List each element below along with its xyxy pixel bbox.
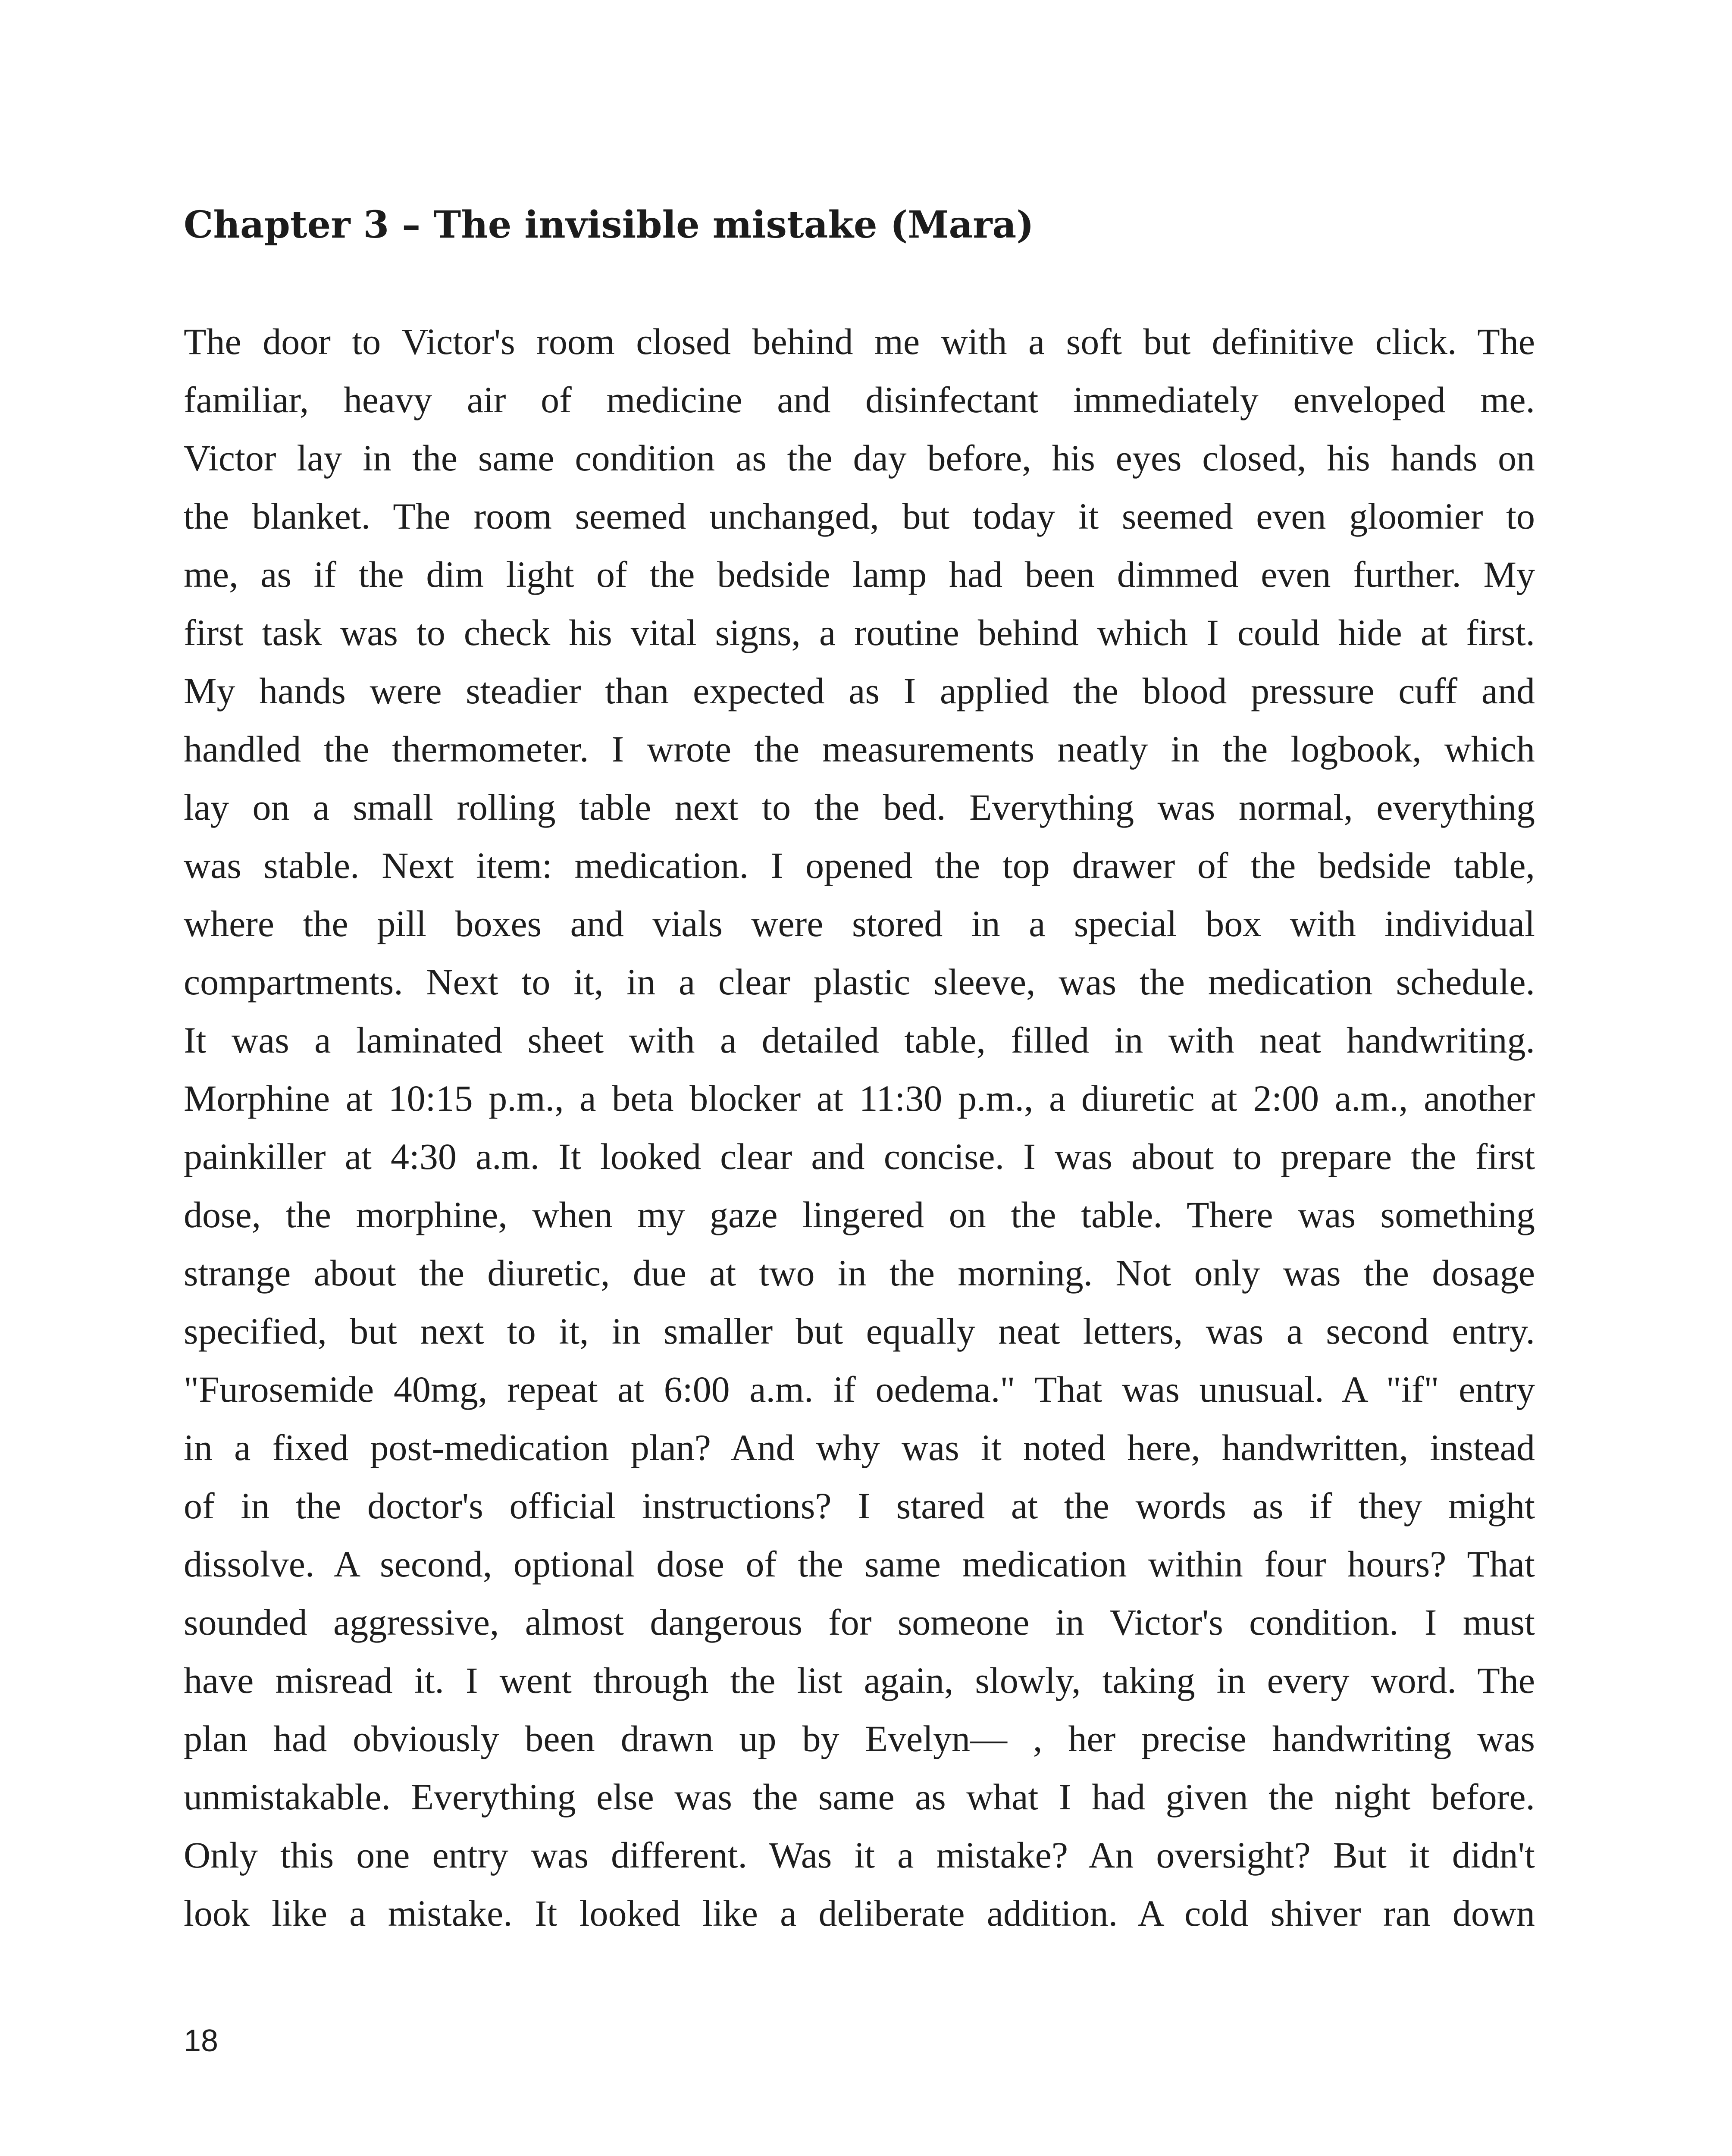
text-line: compartments. Next to it, in a clear plastic sleeve, was the medication schedule. [184,961,1535,1003]
text-line: the blanket. The room seemed unchanged, but today it seemed even gloomier to [184,495,1535,537]
text-line: where the pill boxes and vials were stored in a special box with individual [184,903,1535,944]
text-line: painkiller at 4:30 a.m. It looked clear and concise. I was about to prepare the first [184,1136,1535,1177]
text-line: plan had obviously been drawn up by Evelyn— , her precise handwriting was [184,1718,1535,1759]
text-line: strange about the diuretic, due at two in the morning. Not only was the dosage [184,1252,1535,1294]
text-line: dose, the morphine, when my gaze lingered on the table. There was something [184,1194,1535,1235]
text-line: lay on a small rolling table next to the bed. Everything was normal, everything [184,787,1535,828]
text-line: of in the doctor's official instructions? I stared at the words as if they might [184,1485,1535,1526]
page-number: 18 [184,2024,219,2058]
text-line: sounded aggressive, almost dangerous for someone in Victor's condition. I must [184,1601,1535,1643]
chapter-title: Chapter 3 – The invisible mistake (Mara) [184,203,1034,247]
text-line: "Furosemide 40mg, repeat at 6:00 a.m. if oedema." That was unusual. A "if" entry [184,1369,1535,1410]
text-line: me, as if the dim light of the bedside lamp had been dimmed even further. My [184,554,1535,595]
text-line: was stable. Next item: medication. I opened the top drawer of the bedside table, [184,845,1535,886]
text-line: dissolve. A second, optional dose of the same medication within four hours? That [184,1543,1535,1585]
text-line: first task was to check his vital signs, a routine behind which I could hide at first. [184,612,1535,653]
text-line: unmistakable. Everything else was the same as what I had given the night before. [184,1776,1535,1818]
text-line: handled the thermometer. I wrote the measurements neatly in the logbook, which [184,728,1535,770]
text-line: have misread it. I went through the list again, slowly, taking in every word. The [184,1660,1535,1701]
text-line: look like a mistake. It looked like a deliberate addition. A cold shiver ran down [184,1893,1535,1934]
text-line: The door to Victor's room closed behind me with a soft but definitive click. The [184,321,1535,362]
text-line: Victor lay in the same condition as the day before, his eyes closed, his hands on [184,437,1535,479]
text-line: My hands were steadier than expected as I applied the blood pressure cuff and [184,670,1535,711]
text-line: It was a laminated sheet with a detailed table, filled in with neat handwriting. [184,1019,1535,1061]
text-line: Morphine at 10:15 p.m., a beta blocker at 11:30 p.m., a diuretic at 2:00 a.m., another [184,1078,1535,1119]
text-line: familiar, heavy air of medicine and disinfectant immediately enveloped me. [184,379,1535,420]
text-line: in a fixed post-medication plan? And why was it noted here, handwritten, instead [184,1427,1535,1468]
body-paragraph [184,313,1535,1943]
text-line: Only this one entry was different. Was it a mistake? An oversight? But it didn't [184,1834,1535,1876]
text-line: specified, but next to it, in smaller but equally neat letters, was a second entry. [184,1310,1535,1352]
